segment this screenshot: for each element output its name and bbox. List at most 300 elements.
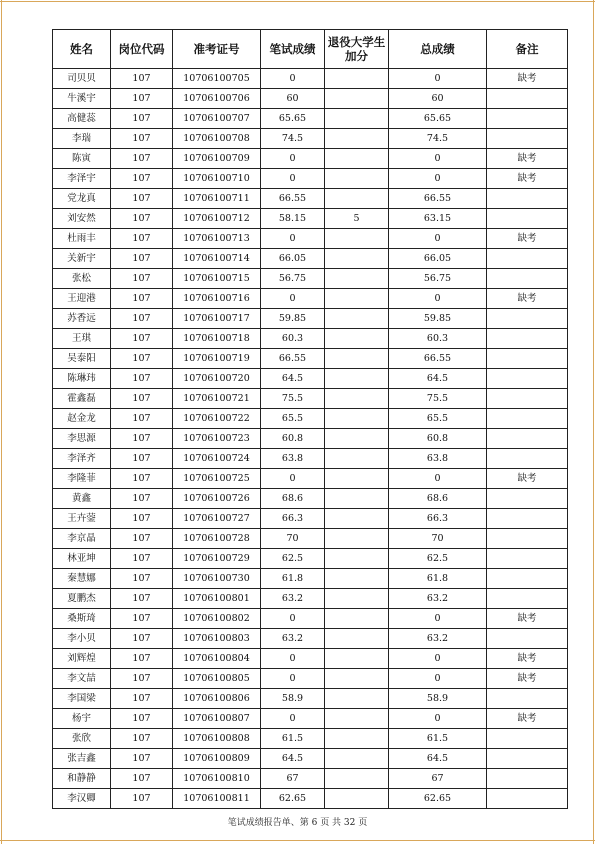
- cell-ticket-number: 10706100721: [173, 389, 261, 409]
- cell-written-score: 62.65: [261, 789, 325, 809]
- cell-total-score: 56.75: [389, 269, 487, 289]
- cell-name: 霍鑫磊: [53, 389, 111, 409]
- cell-veteran-bonus: [325, 669, 389, 689]
- cell-post-code: 107: [111, 209, 173, 229]
- cell-ticket-number: 10706100718: [173, 329, 261, 349]
- cell-total-score: 0: [389, 229, 487, 249]
- cell-ticket-number: 10706100803: [173, 629, 261, 649]
- cell-note: [487, 269, 568, 289]
- cell-note: [487, 769, 568, 789]
- cell-post-code: 107: [111, 469, 173, 489]
- cell-note: [487, 749, 568, 769]
- cell-ticket-number: 10706100808: [173, 729, 261, 749]
- cell-ticket-number: 10706100807: [173, 709, 261, 729]
- table-row: [53, 289, 568, 309]
- cell-note: [487, 109, 568, 129]
- cell-note: [487, 569, 568, 589]
- cell-written-score: 65.5: [261, 409, 325, 429]
- cell-written-score: 63.8: [261, 449, 325, 469]
- cell-written-score: 75.5: [261, 389, 325, 409]
- cell-post-code: 107: [111, 149, 173, 169]
- cell-ticket-number: 10706100712: [173, 209, 261, 229]
- cell-name: 王琪: [53, 329, 111, 349]
- cell-veteran-bonus: [325, 369, 389, 389]
- cell-post-code: 107: [111, 409, 173, 429]
- cell-written-score: 61.8: [261, 569, 325, 589]
- cell-veteran-bonus: [325, 129, 389, 149]
- cell-written-score: 0: [261, 609, 325, 629]
- cell-veteran-bonus: [325, 469, 389, 489]
- table-row: [53, 149, 568, 169]
- cell-veteran-bonus: [325, 269, 389, 289]
- cell-post-code: 107: [111, 109, 173, 129]
- table-row: [53, 769, 568, 789]
- cell-written-score: 74.5: [261, 129, 325, 149]
- cell-ticket-number: 10706100802: [173, 609, 261, 629]
- cell-note: [487, 689, 568, 709]
- cell-ticket-number: 10706100713: [173, 229, 261, 249]
- cell-written-score: 58.15: [261, 209, 325, 229]
- table-row: [53, 689, 568, 709]
- table-row: [53, 709, 568, 729]
- cell-ticket-number: 10706100709: [173, 149, 261, 169]
- cell-post-code: 107: [111, 749, 173, 769]
- header-written-score: 笔试成绩: [261, 30, 325, 69]
- table-row: [53, 329, 568, 349]
- cell-total-score: 70: [389, 529, 487, 549]
- table-row: [53, 89, 568, 109]
- cell-post-code: 107: [111, 509, 173, 529]
- cell-veteran-bonus: [325, 689, 389, 709]
- cell-post-code: 107: [111, 229, 173, 249]
- cell-note: 缺考: [487, 69, 568, 89]
- cell-veteran-bonus: [325, 489, 389, 509]
- page-border-top: [0, 1, 595, 2]
- table-row: [53, 629, 568, 649]
- cell-name: 高健蕊: [53, 109, 111, 129]
- cell-total-score: 74.5: [389, 129, 487, 149]
- cell-total-score: 63.8: [389, 449, 487, 469]
- cell-veteran-bonus: [325, 709, 389, 729]
- cell-note: [487, 89, 568, 109]
- cell-total-score: 66.55: [389, 349, 487, 369]
- cell-post-code: 107: [111, 729, 173, 749]
- cell-name: 李文喆: [53, 669, 111, 689]
- cell-ticket-number: 10706100711: [173, 189, 261, 209]
- cell-veteran-bonus: [325, 409, 389, 429]
- cell-name: 李汉卿: [53, 789, 111, 809]
- cell-ticket-number: 10706100705: [173, 69, 261, 89]
- cell-ticket-number: 10706100805: [173, 669, 261, 689]
- cell-veteran-bonus: [325, 629, 389, 649]
- cell-post-code: 107: [111, 129, 173, 149]
- cell-note: 缺考: [487, 669, 568, 689]
- cell-ticket-number: 10706100730: [173, 569, 261, 589]
- page-border-left: [1, 0, 2, 844]
- cell-note: 缺考: [487, 149, 568, 169]
- cell-name: 李泽齐: [53, 449, 111, 469]
- cell-total-score: 63.2: [389, 629, 487, 649]
- cell-veteran-bonus: [325, 69, 389, 89]
- cell-note: 缺考: [487, 709, 568, 729]
- cell-ticket-number: 10706100727: [173, 509, 261, 529]
- cell-veteran-bonus: [325, 349, 389, 369]
- cell-veteran-bonus: [325, 189, 389, 209]
- cell-veteran-bonus: [325, 449, 389, 469]
- cell-note: [487, 129, 568, 149]
- cell-note: [487, 509, 568, 529]
- cell-note: 缺考: [487, 229, 568, 249]
- cell-name: 赵金龙: [53, 409, 111, 429]
- cell-ticket-number: 10706100801: [173, 589, 261, 609]
- table-row: [53, 369, 568, 389]
- table-row: [53, 529, 568, 549]
- table-row: [53, 509, 568, 529]
- cell-post-code: 107: [111, 249, 173, 269]
- page-footer: 笔试成绩报告单、第 6 页 共 32 页: [227, 818, 368, 828]
- cell-name: 刘安然: [53, 209, 111, 229]
- cell-written-score: 66.55: [261, 189, 325, 209]
- cell-total-score: 66.05: [389, 249, 487, 269]
- cell-name: 李瑞: [53, 129, 111, 149]
- cell-name: 陈琳玮: [53, 369, 111, 389]
- cell-written-score: 60.3: [261, 329, 325, 349]
- cell-note: [487, 349, 568, 369]
- cell-written-score: 70: [261, 529, 325, 549]
- cell-ticket-number: 10706100804: [173, 649, 261, 669]
- cell-post-code: 107: [111, 449, 173, 469]
- cell-total-score: 63.2: [389, 589, 487, 609]
- header-veteran-bonus: 退役大学生加分: [325, 30, 389, 69]
- cell-post-code: 107: [111, 69, 173, 89]
- cell-ticket-number: 10706100722: [173, 409, 261, 429]
- cell-ticket-number: 10706100715: [173, 269, 261, 289]
- cell-total-score: 58.9: [389, 689, 487, 709]
- cell-written-score: 0: [261, 649, 325, 669]
- cell-note: 缺考: [487, 469, 568, 489]
- cell-name: 苏香远: [53, 309, 111, 329]
- table-row: [53, 569, 568, 589]
- cell-name: 李国梁: [53, 689, 111, 709]
- cell-post-code: 107: [111, 669, 173, 689]
- cell-name: 李泽宇: [53, 169, 111, 189]
- cell-post-code: 107: [111, 89, 173, 109]
- table-row: [53, 129, 568, 149]
- cell-veteran-bonus: [325, 769, 389, 789]
- cell-post-code: 107: [111, 529, 173, 549]
- cell-name: 李小贝: [53, 629, 111, 649]
- cell-note: [487, 209, 568, 229]
- cell-post-code: 107: [111, 689, 173, 709]
- cell-written-score: 60.8: [261, 429, 325, 449]
- cell-veteran-bonus: [325, 749, 389, 769]
- cell-note: [487, 309, 568, 329]
- cell-post-code: 107: [111, 369, 173, 389]
- cell-veteran-bonus: [325, 569, 389, 589]
- cell-post-code: 107: [111, 329, 173, 349]
- header-total-score: 总成绩: [389, 30, 487, 69]
- cell-written-score: 64.5: [261, 749, 325, 769]
- cell-ticket-number: 10706100724: [173, 449, 261, 469]
- cell-note: 缺考: [487, 649, 568, 669]
- cell-veteran-bonus: [325, 249, 389, 269]
- cell-ticket-number: 10706100707: [173, 109, 261, 129]
- cell-name: 李京晶: [53, 529, 111, 549]
- table-row: [53, 669, 568, 689]
- cell-total-score: 66.3: [389, 509, 487, 529]
- cell-post-code: 107: [111, 569, 173, 589]
- cell-written-score: 67: [261, 769, 325, 789]
- cell-post-code: 107: [111, 189, 173, 209]
- cell-post-code: 107: [111, 269, 173, 289]
- cell-name: 黄鑫: [53, 489, 111, 509]
- cell-total-score: 60.8: [389, 429, 487, 449]
- page-border-bottom: [0, 840, 595, 841]
- cell-name: 党龙真: [53, 189, 111, 209]
- cell-written-score: 56.75: [261, 269, 325, 289]
- table-row: [53, 249, 568, 269]
- table-body: [53, 69, 568, 809]
- cell-veteran-bonus: [325, 289, 389, 309]
- cell-veteran-bonus: [325, 329, 389, 349]
- cell-note: [487, 549, 568, 569]
- table-row: [53, 589, 568, 609]
- cell-written-score: 0: [261, 229, 325, 249]
- table-row: [53, 449, 568, 469]
- cell-name: 张欣: [53, 729, 111, 749]
- cell-veteran-bonus: [325, 389, 389, 409]
- cell-written-score: 59.85: [261, 309, 325, 329]
- cell-total-score: 67: [389, 769, 487, 789]
- cell-note: [487, 249, 568, 269]
- cell-note: [487, 489, 568, 509]
- cell-name: 和静静: [53, 769, 111, 789]
- cell-ticket-number: 10706100716: [173, 289, 261, 309]
- cell-written-score: 66.55: [261, 349, 325, 369]
- cell-veteran-bonus: [325, 549, 389, 569]
- cell-name: 刘辉煌: [53, 649, 111, 669]
- cell-note: [487, 529, 568, 549]
- cell-note: [487, 389, 568, 409]
- cell-written-score: 62.5: [261, 549, 325, 569]
- cell-note: [487, 429, 568, 449]
- cell-total-score: 65.5: [389, 409, 487, 429]
- cell-name: 林亚坤: [53, 549, 111, 569]
- table-row: [53, 269, 568, 289]
- cell-total-score: 64.5: [389, 369, 487, 389]
- cell-name: 李隆菲: [53, 469, 111, 489]
- cell-ticket-number: 10706100710: [173, 169, 261, 189]
- page-border-right: [593, 0, 594, 844]
- cell-veteran-bonus: [325, 309, 389, 329]
- cell-total-score: 60: [389, 89, 487, 109]
- table-row: [53, 229, 568, 249]
- cell-total-score: 75.5: [389, 389, 487, 409]
- header-name: 姓名: [53, 30, 111, 69]
- cell-written-score: 64.5: [261, 369, 325, 389]
- cell-ticket-number: 10706100811: [173, 789, 261, 809]
- cell-veteran-bonus: [325, 109, 389, 129]
- cell-veteran-bonus: [325, 149, 389, 169]
- cell-note: 缺考: [487, 289, 568, 309]
- cell-name: 张松: [53, 269, 111, 289]
- cell-total-score: 60.3: [389, 329, 487, 349]
- cell-veteran-bonus: [325, 229, 389, 249]
- cell-veteran-bonus: [325, 89, 389, 109]
- table-row: [53, 749, 568, 769]
- table-row: [53, 489, 568, 509]
- cell-name: 关新宇: [53, 249, 111, 269]
- cell-name: 桑斯琦: [53, 609, 111, 629]
- table-row: [53, 469, 568, 489]
- cell-written-score: 0: [261, 669, 325, 689]
- cell-note: [487, 369, 568, 389]
- cell-post-code: 107: [111, 429, 173, 449]
- cell-total-score: 62.65: [389, 789, 487, 809]
- cell-total-score: 0: [389, 289, 487, 309]
- cell-total-score: 0: [389, 609, 487, 629]
- cell-total-score: 59.85: [389, 309, 487, 329]
- cell-name: 牛溪宇: [53, 89, 111, 109]
- cell-veteran-bonus: [325, 529, 389, 549]
- table-row: [53, 189, 568, 209]
- table-row: [53, 309, 568, 329]
- cell-ticket-number: 10706100728: [173, 529, 261, 549]
- cell-note: [487, 329, 568, 349]
- cell-name: 司贝贝: [53, 69, 111, 89]
- cell-total-score: 0: [389, 169, 487, 189]
- table-row: [53, 109, 568, 129]
- cell-written-score: 58.9: [261, 689, 325, 709]
- cell-total-score: 64.5: [389, 749, 487, 769]
- cell-note: [487, 789, 568, 809]
- cell-written-score: 63.2: [261, 589, 325, 609]
- cell-note: [487, 449, 568, 469]
- cell-written-score: 0: [261, 469, 325, 489]
- cell-note: [487, 409, 568, 429]
- cell-total-score: 68.6: [389, 489, 487, 509]
- cell-ticket-number: 10706100806: [173, 689, 261, 709]
- table-row: [53, 349, 568, 369]
- cell-post-code: 107: [111, 769, 173, 789]
- cell-total-score: 0: [389, 709, 487, 729]
- cell-total-score: 0: [389, 149, 487, 169]
- cell-written-score: 60: [261, 89, 325, 109]
- cell-written-score: 63.2: [261, 629, 325, 649]
- cell-written-score: 66.3: [261, 509, 325, 529]
- cell-ticket-number: 10706100725: [173, 469, 261, 489]
- cell-name: 李思源: [53, 429, 111, 449]
- cell-total-score: 0: [389, 649, 487, 669]
- cell-total-score: 0: [389, 69, 487, 89]
- cell-ticket-number: 10706100714: [173, 249, 261, 269]
- cell-name: 吴泰阳: [53, 349, 111, 369]
- cell-written-score: 0: [261, 289, 325, 309]
- cell-total-score: 0: [389, 469, 487, 489]
- cell-post-code: 107: [111, 709, 173, 729]
- cell-name: 王迎港: [53, 289, 111, 309]
- table-row: [53, 549, 568, 569]
- header-ticket-number: 准考证号: [173, 30, 261, 69]
- cell-name: 杨宇: [53, 709, 111, 729]
- cell-ticket-number: 10706100720: [173, 369, 261, 389]
- cell-post-code: 107: [111, 389, 173, 409]
- cell-name: 杜雨丰: [53, 229, 111, 249]
- table-row: [53, 429, 568, 449]
- cell-veteran-bonus: [325, 169, 389, 189]
- cell-note: [487, 629, 568, 649]
- header-note: 备注: [487, 30, 568, 69]
- header-post-code: 岗位代码: [111, 30, 173, 69]
- cell-ticket-number: 10706100719: [173, 349, 261, 369]
- cell-post-code: 107: [111, 309, 173, 329]
- cell-post-code: 107: [111, 289, 173, 309]
- cell-total-score: 65.65: [389, 109, 487, 129]
- cell-total-score: 63.15: [389, 209, 487, 229]
- cell-post-code: 107: [111, 549, 173, 569]
- cell-note: [487, 729, 568, 749]
- table-row: [53, 69, 568, 89]
- cell-written-score: 65.65: [261, 109, 325, 129]
- table-row: [53, 409, 568, 429]
- cell-post-code: 107: [111, 789, 173, 809]
- table-row: [53, 729, 568, 749]
- cell-total-score: 61.8: [389, 569, 487, 589]
- cell-note: 缺考: [487, 609, 568, 629]
- cell-post-code: 107: [111, 169, 173, 189]
- cell-post-code: 107: [111, 589, 173, 609]
- cell-written-score: 68.6: [261, 489, 325, 509]
- cell-veteran-bonus: [325, 589, 389, 609]
- cell-veteran-bonus: [325, 509, 389, 529]
- cell-note: [487, 589, 568, 609]
- cell-post-code: 107: [111, 609, 173, 629]
- cell-total-score: 0: [389, 669, 487, 689]
- cell-written-score: 0: [261, 709, 325, 729]
- table-header-row: [53, 30, 568, 69]
- cell-ticket-number: 10706100717: [173, 309, 261, 329]
- cell-written-score: 0: [261, 169, 325, 189]
- cell-ticket-number: 10706100726: [173, 489, 261, 509]
- cell-post-code: 107: [111, 489, 173, 509]
- cell-name: 王卉蓥: [53, 509, 111, 529]
- table-row: [53, 169, 568, 189]
- cell-veteran-bonus: [325, 789, 389, 809]
- cell-post-code: 107: [111, 349, 173, 369]
- cell-veteran-bonus: [325, 729, 389, 749]
- cell-ticket-number: 10706100809: [173, 749, 261, 769]
- cell-note: [487, 189, 568, 209]
- cell-written-score: 0: [261, 149, 325, 169]
- cell-ticket-number: 10706100729: [173, 549, 261, 569]
- cell-ticket-number: 10706100723: [173, 429, 261, 449]
- cell-name: 秦慧娜: [53, 569, 111, 589]
- cell-veteran-bonus: 5: [325, 209, 389, 229]
- cell-veteran-bonus: [325, 429, 389, 449]
- cell-written-score: 0: [261, 69, 325, 89]
- cell-name: 夏鹏杰: [53, 589, 111, 609]
- score-table: [52, 29, 568, 809]
- table-row: [53, 209, 568, 229]
- cell-post-code: 107: [111, 649, 173, 669]
- cell-name: 陈寅: [53, 149, 111, 169]
- cell-total-score: 66.55: [389, 189, 487, 209]
- cell-total-score: 62.5: [389, 549, 487, 569]
- table-row: [53, 649, 568, 669]
- cell-ticket-number: 10706100706: [173, 89, 261, 109]
- cell-name: 张吉鑫: [53, 749, 111, 769]
- cell-total-score: 61.5: [389, 729, 487, 749]
